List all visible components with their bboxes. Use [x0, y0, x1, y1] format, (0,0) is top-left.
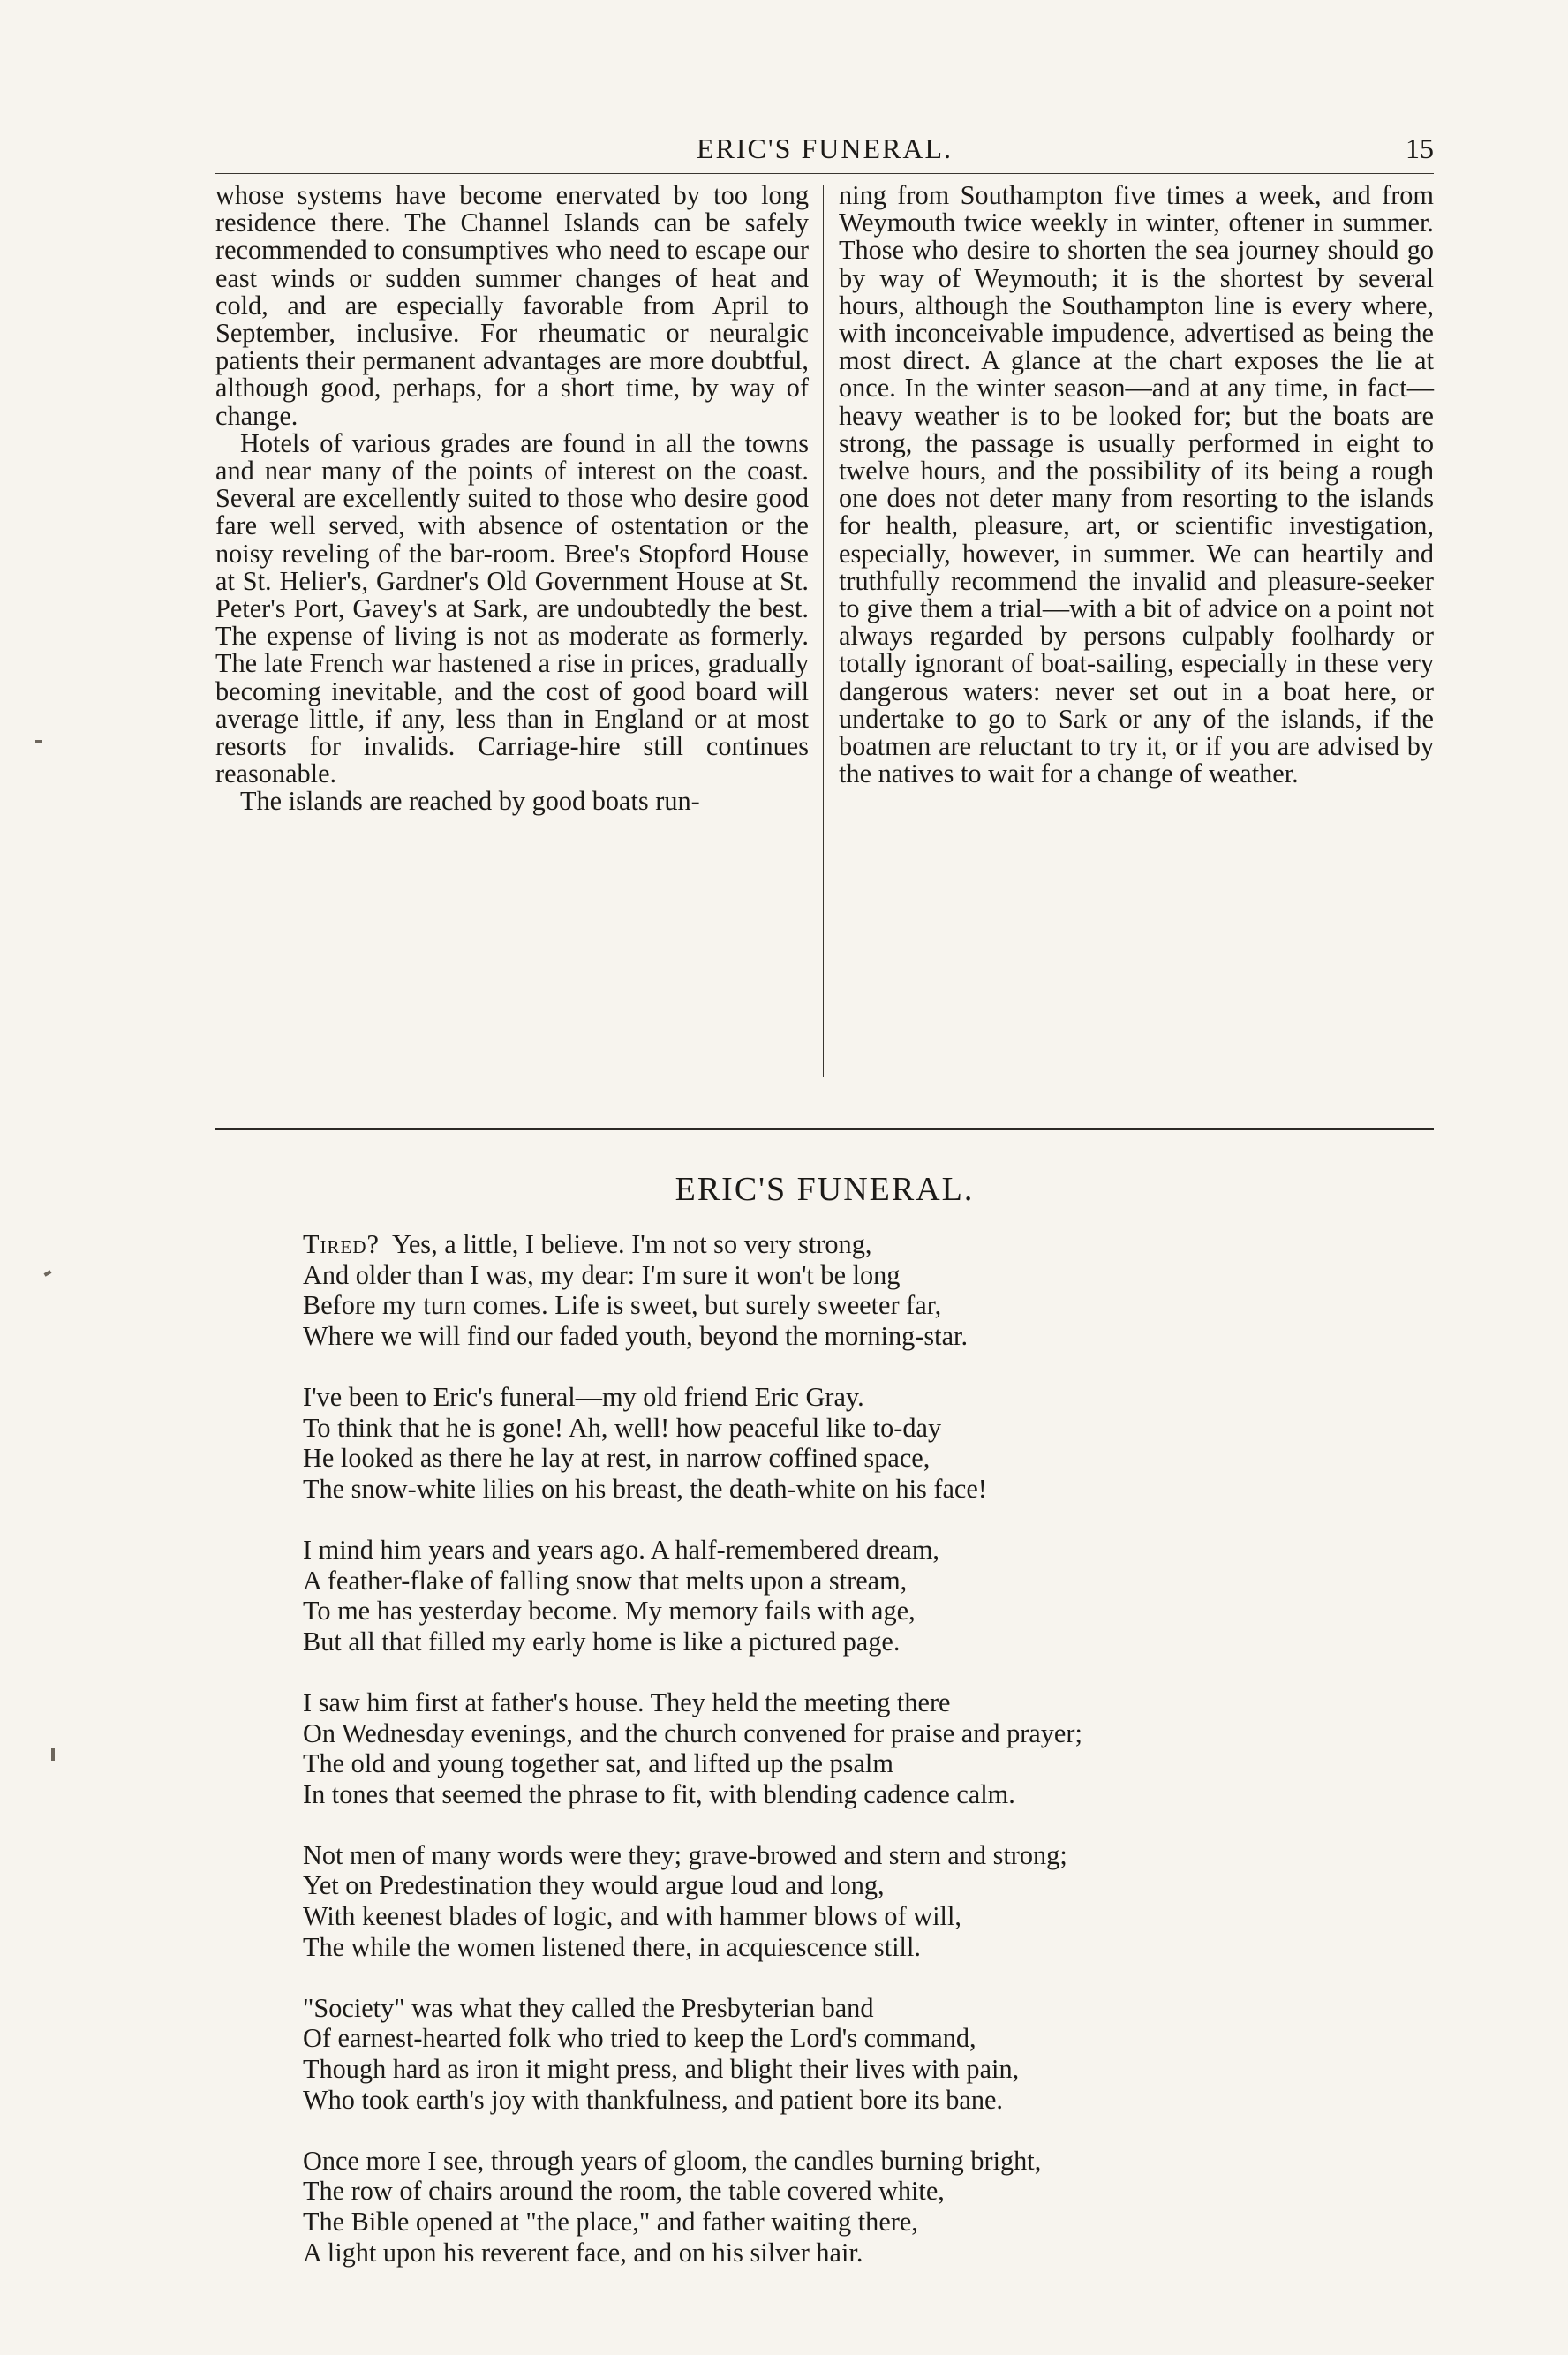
poem-stanza: [303, 1382, 1433, 1504]
section-rule: [215, 1128, 1434, 1130]
margin-speck: [35, 740, 42, 743]
poem-line: But all that filled my early home is like a pictured page.: [303, 1626, 901, 1657]
poem-line: I've been to Eric's funeral—my old friend Eric Gray.: [303, 1381, 864, 1412]
poem-line: With keenest blades of logic, and with hammer blows of will,: [303, 1901, 961, 1932]
poem-line: He looked as there he lay at rest, in narrow coffined space,: [303, 1443, 931, 1474]
poem-line: The Bible opened at "the place," and father waiting there,: [303, 2207, 918, 2237]
poem-line: Where we will find our faded youth, beyond the morning-star.: [303, 1320, 969, 1351]
poem-line: Once more I see, through years of gloom, the candles burning bright,: [303, 2145, 1042, 2176]
right-column: [839, 182, 1434, 788]
page-number: 15: [1406, 132, 1434, 164]
header-rule: [215, 173, 1434, 174]
poem-line: To me has yesterday become. My memory fails with age,: [303, 1596, 916, 1627]
poem-stanza: [303, 2146, 1433, 2268]
poem-line: Who took earth's joy with thankfulness, and patient bore its bane.: [303, 2084, 1004, 2115]
poem-stanza: [303, 1229, 1433, 1351]
poem-line: On Wednesday evenings, and the church convened for praise and prayer;: [303, 1717, 1082, 1748]
poem-line: Of earnest-hearted folk who tried to keep the Lord's command,: [303, 2023, 976, 2054]
column-divider: [823, 185, 824, 1077]
poem-stanza: [303, 1535, 1433, 1657]
poem-stanza: [303, 1993, 1433, 2115]
poem-line: A light upon his reverent face, and on his silver hair.: [303, 2237, 863, 2268]
poem-line-text: Yes, a little, I believe. I'm not so very strong,: [391, 1229, 872, 1259]
article-paragraph: Hotels of various grades are found in all the towns and near many of the points of interest on the coast. Several are excellently suited to those who desire good fare well served, with absence of ostentation or the noisy reveling of the bar-room. Bree's Stopford House at St. Helier's, Gardner's Old Government House at St. Peter's Port, Gavey's at Sark, are undoubtedly the best. The expense of living is not as moderate as formerly. The late French war hastened a rise in prices, gradually becoming inevitable, and the cost of good board will average little, if any, less than in England or at most resorts for invalids. Carriage-hire still continues reasonable.: [215, 427, 809, 789]
margin-speck: [51, 1748, 55, 1761]
poem-line: The old and young together sat, and lifted up the psalm: [303, 1748, 893, 1779]
left-column: [215, 182, 809, 816]
poem-line: I mind him years and years ago. A half-remembered dream,: [303, 1534, 939, 1565]
poem-line: I saw him first at father's house. They held the meeting there: [303, 1687, 951, 1717]
poem-line: Yet on Predestination they would argue loud and long,: [303, 1870, 885, 1901]
article-paragraph: ning from Southampton five times a week, and from Weymouth twice weekly in winter, oftener in summer. Those who desire to shorten the sea journey should go by way of Weymouth; it is the shortest by several hours, although the Southampton line is every where, with inconceivable impudence, advertised as being the most direct. A glance at the chart exposes the lie at once. In the winter season—and at any time, in fact—heavy weather is to be looked for; but the boats are strong, the passage is usually performed in eight to twelve hours, and the possibility of its being a rough one does not deter many from resorting to the islands for health, pleasure, art, or scientific investigation, especially, however, in summer. We can heartily and truthfully recommend the invalid and pleasure-seeker to give them a trial—with a bit of advice on a point not always regarded by persons culpably foolhardy or totally ignorant of boat-sailing, especially in these very dangerous waters: never set out in a boat here, or undertake to go to Sark or any of the islands, if the boatmen are reluctant to try it, or if you are advised by the natives to wait for a change of weather.: [839, 180, 1434, 789]
poem-line: Though hard as iron it might press, and blight their lives with pain,: [303, 2054, 1020, 2085]
article-columns: [215, 182, 1434, 1084]
poem-line: The while the women listened there, in acquiescence still.: [303, 1931, 921, 1962]
poem-stanza: [303, 1840, 1433, 1962]
running-title: ERIC'S FUNERAL.: [696, 132, 953, 164]
poem-line: Before my turn comes. Life is sweet, but surely sweeter far,: [303, 1290, 942, 1321]
running-head: [215, 132, 1434, 168]
poem-line: The row of chairs around the room, the table covered white,: [303, 2176, 945, 2207]
poem-line: In tones that seemed the phrase to fit, with blending cadence calm.: [303, 1778, 1015, 1809]
poem: [303, 1229, 1433, 2298]
poem-title: ERIC'S FUNERAL.: [675, 1171, 975, 1208]
article-paragraph: whose systems have become enervated by too long residence there. The Channel Islands can be safely recommended to consumptives who need to escape our east winds or sudden summer changes of heat and cold, and are especially favorable from April to September, inclusive. For rheumatic or neuralgic patients their permanent advantages are more doubtful, although good, perhaps, for a short time, by way of change.: [215, 180, 809, 431]
poem-line: [303, 1229, 1433, 1260]
article-paragraph: The islands are reached by good boats run-: [240, 786, 700, 817]
poem-line: Not men of many words were they; grave-browed and stern and strong;: [303, 1839, 1067, 1870]
poem-line: The snow-white lilies on his breast, the death-white on his face!: [303, 1473, 987, 1504]
poem-line: To think that he is gone! Ah, well! how peaceful like to-day: [303, 1412, 942, 1443]
margin-speck: [44, 1270, 52, 1276]
poem-line: A feather-flake of falling snow that melts upon a stream,: [303, 1565, 908, 1596]
poem-line: "Society" was what they called the Presbyterian band: [303, 1992, 874, 2023]
poem-first-word: Tired?: [303, 1229, 380, 1259]
poem-line: And older than I was, my dear: I'm sure it won't be long: [303, 1259, 901, 1290]
poem-stanza: [303, 1687, 1433, 1809]
